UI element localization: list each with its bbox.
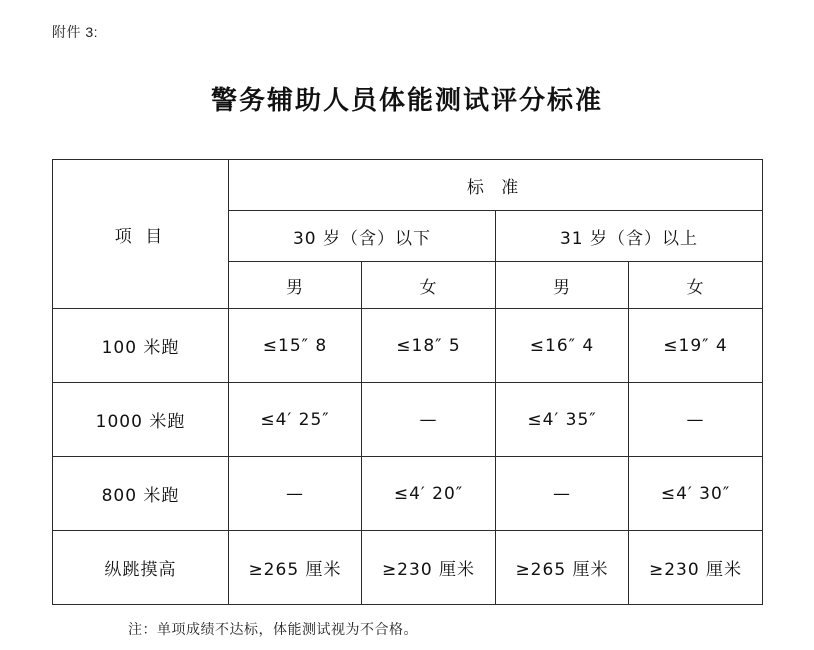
row-value: ≤4′ 35″ [496, 383, 629, 457]
table-row [53, 309, 763, 383]
row-value: — [496, 457, 629, 531]
row-value: ≥230 厘米 [362, 531, 496, 605]
page-title: 警务辅助人员体能测试评分标准 [210, 86, 603, 116]
row-value: ≤16″ 4 [496, 309, 629, 383]
row-value: — [362, 383, 496, 457]
row-value: ≤19″ 4 [629, 309, 763, 383]
row-value: ≤15″ 8 [229, 309, 362, 383]
header-item-column: 项 目 [53, 160, 229, 309]
row-value: ≥265 厘米 [229, 531, 362, 605]
row-value: ≤4′ 30″ [629, 457, 763, 531]
row-item-label: 800 米跑 [53, 457, 229, 531]
row-item-label: 100 米跑 [53, 309, 229, 383]
table-header-row-standard [53, 160, 763, 211]
row-value: ≤4′ 25″ [229, 383, 362, 457]
header-sex-female-over31: 女 [629, 262, 763, 309]
row-value: ≥230 厘米 [629, 531, 763, 605]
header-sex-male-under30: 男 [229, 262, 362, 309]
table-note: 注：单项成绩不达标，体能测试视为不合格。 [128, 621, 418, 637]
header-standard-group: 标 准 [229, 160, 763, 211]
header-sex-male-over31: 男 [496, 262, 629, 309]
table-row [53, 531, 763, 605]
row-value: ≥265 厘米 [496, 531, 629, 605]
header-sex-female-under30: 女 [362, 262, 496, 309]
row-value: ≤4′ 20″ [362, 457, 496, 531]
row-value: ≤18″ 5 [362, 309, 496, 383]
row-item-label: 纵跳摸高 [53, 531, 229, 605]
header-age-group-under30: 30 岁（含）以下 [229, 211, 496, 262]
table-row [53, 383, 763, 457]
table-row [53, 457, 763, 531]
row-value: — [629, 383, 763, 457]
fitness-score-table [52, 159, 763, 605]
row-value: — [229, 457, 362, 531]
row-item-label: 1000 米跑 [53, 383, 229, 457]
header-age-group-over31: 31 岁（含）以上 [496, 211, 763, 262]
attachment-label: 附件 3: [52, 24, 99, 40]
